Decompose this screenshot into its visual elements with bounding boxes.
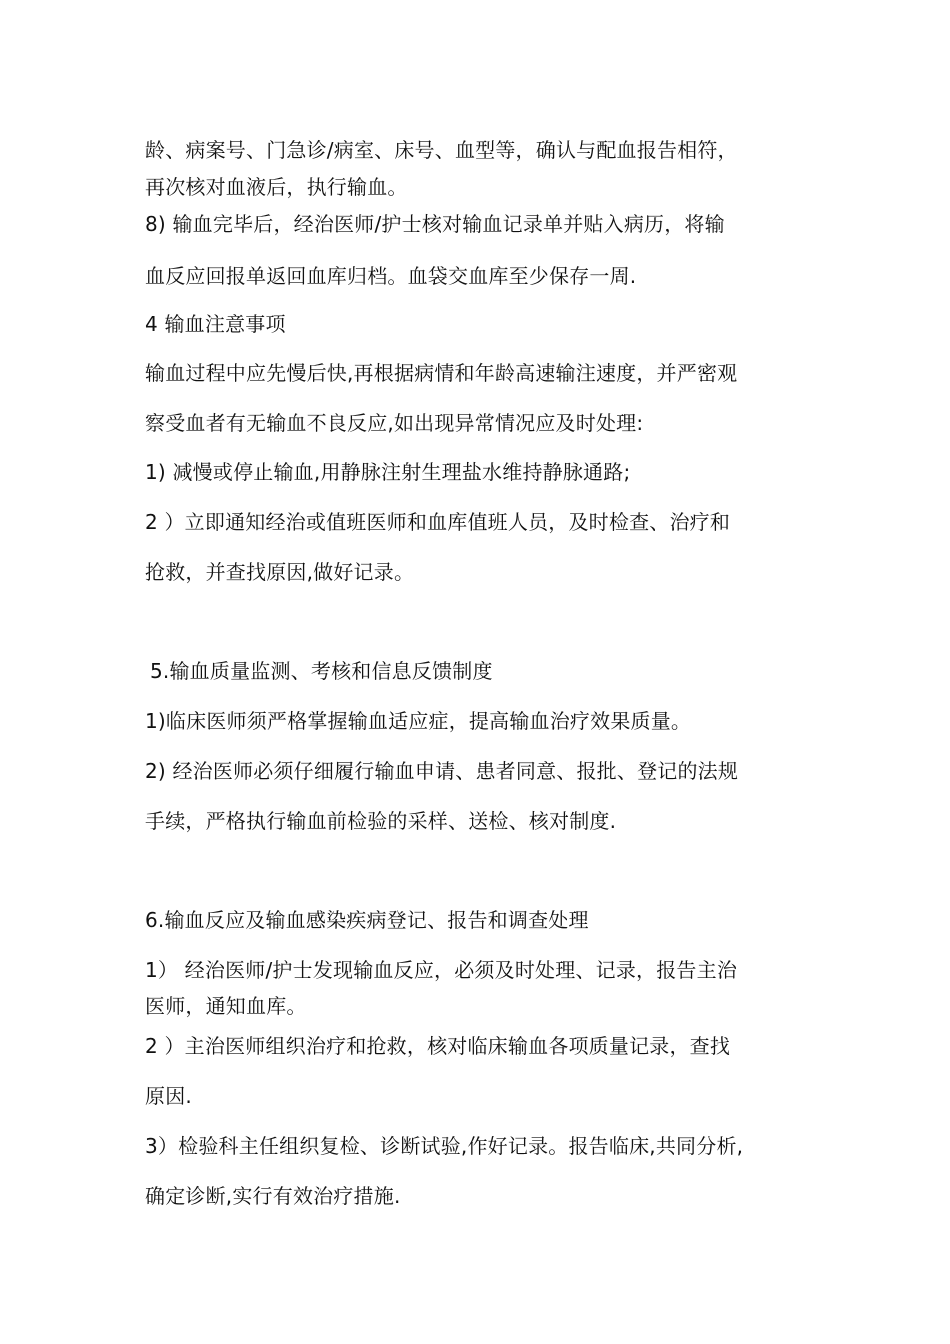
text-line: 龄、病案号、门急诊/病室、床号、血型等，确认与配血报告相符， (145, 138, 738, 162)
section-heading-5: 5.输血质量监测、考核和信息反馈制度 (150, 659, 493, 683)
text-line: 手续，严格执行输血前检验的采样、送检、核对制度. (145, 809, 617, 833)
text-line: 2 ）立即通知经治或值班医师和血库值班人员，及时检查、治疗和 (145, 510, 731, 534)
section-heading-6: 6.输血反应及输血感染疾病登记、报告和调查处理 (145, 908, 589, 932)
section-heading-4: 4 输血注意事项 (145, 312, 286, 336)
text-line: 1)临床医师须严格掌握输血适应症，提高输血治疗效果质量。 (145, 709, 692, 733)
text-line: 察受血者有无输血不良反应,如出现异常情况应及时处理: (145, 411, 644, 435)
text-line: 确定诊断,实行有效治疗措施. (145, 1184, 401, 1208)
text-line: 抢救，并查找原因,做好记录。 (145, 560, 415, 584)
text-line: 3）检验科主任组织复检、诊断试验,作好记录。报告临床,共同分析, (145, 1134, 744, 1158)
text-line: 原因. (145, 1084, 192, 1108)
text-line: 2 ）主治医师组织治疗和抢救，核对临床输血各项质量记录，查找 (145, 1034, 731, 1058)
text-line: 8) 输血完毕后，经治医师/护士核对输血记录单并贴入病历，将输 (145, 212, 725, 236)
text-line: 血反应回报单返回血库归档。血袋交血库至少保存一周. (145, 264, 637, 288)
text-line: 输血过程中应先慢后快,再根据病情和年龄高速输注速度，并严密观 (145, 361, 738, 385)
text-line: 医师，通知血库。 (145, 994, 307, 1018)
text-line: 1) 减慢或停止输血,用静脉注射生理盐水维持静脉通路; (145, 460, 631, 484)
text-line: 2) 经治医师必须仔细履行输血申请、患者同意、报批、登记的法规 (145, 759, 739, 783)
text-line: 再次核对血液后，执行输血。 (145, 175, 408, 199)
text-line: 1） 经治医师/护士发现输血反应，必须及时处理、记录，报告主治 (145, 958, 738, 982)
